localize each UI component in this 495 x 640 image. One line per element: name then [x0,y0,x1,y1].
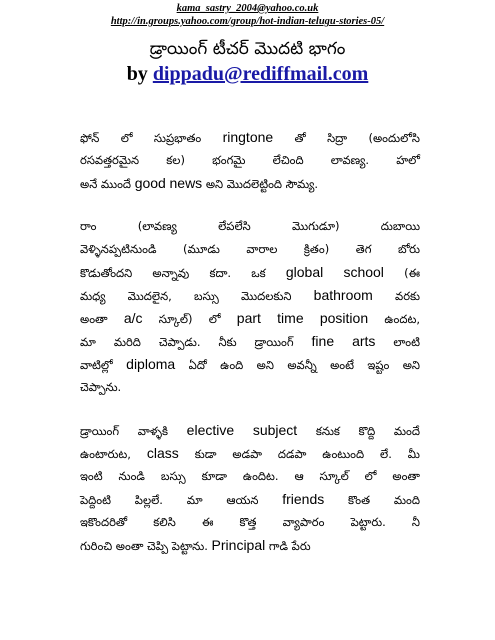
story-line: కొడుతోందని అన్నావు కదా. ఒక global school (ఈ [80,264,421,280]
story-paragraph [80,215,420,399]
story-line: వెళ్ళినప్పటినుండి (మూడు వారాల క్రితం) తెగ బోరు [80,242,420,256]
story-line: ఇకొందరితో కలిసి ఈ కొత్త వ్యాపారం పెట్టారు. నీ [80,515,420,529]
story-line: వాటిల్లో diploma ఏదో ఉంది అని అవన్నీ అంటే ఇష్టం అని [80,356,420,372]
author-email-link[interactable]: kama_sastry_2004@yahoo.co.uk [176,3,319,14]
document-header [0,0,495,28]
story-paragraph [80,419,420,557]
story-line: గురించి అంతా చెప్పి పెట్టాను. Principal గాడి పేరు [80,537,311,553]
story-line: రాం (లావణ్య లేపలేసి మొగుడూ) దుబాయి [80,219,420,233]
story-line: ఉంటారుట, class కుడా అడపా దడపా ఉంటుంది లే. మీ [80,445,420,461]
byline-email-link[interactable]: dippadu@rediffmail.com [152,63,369,85]
story-line: అనే ముందే good news అని మొదలెట్టింది సౌమ్య. [80,175,318,191]
story-line: డ్రాయింగ్ వాళ్ళకి elective subject కనుక కొద్ది మందే [80,422,421,438]
story-line: అంతా a/c స్కూల్) లో part time position ఉందట, [80,310,421,326]
byline-prefix: by [126,63,148,85]
story-paragraph [80,126,420,195]
story-title: డ్రాయింగ్ టీచర్ మొదటి భాగం [149,39,346,59]
byline [0,61,495,87]
story-line: మా మరిది చెప్పాడు. నీకు డ్రాయింగ్ fine arts లాంటి [80,333,421,349]
story-line: చెప్పాను. [80,380,122,394]
story-line: ఇంటి నుండి బస్సు కూడా ఉందిట. ఆ స్కూల్ లో అంతా [80,469,420,483]
story-line: ఫోన్ లో సుప్రభాతం ringtone తో సిద్రా (అందులోసి [80,129,420,145]
story-line: పెద్దింటి పిల్లలే. మా ఆయన friends కొంత మంది [80,491,420,507]
group-url-link[interactable]: http://in.groups.yahoo.com/group/hot-indian-telugu-stories-05/ [110,16,385,27]
story-line: రసవత్తరమైన కల) భంగమై లేచింది లావణ్య. హలో [80,153,420,167]
story-body [80,126,420,577]
story-line: మధ్య మొదలైన, బస్సు మొదలకుని bathroom వరకు [80,287,420,303]
